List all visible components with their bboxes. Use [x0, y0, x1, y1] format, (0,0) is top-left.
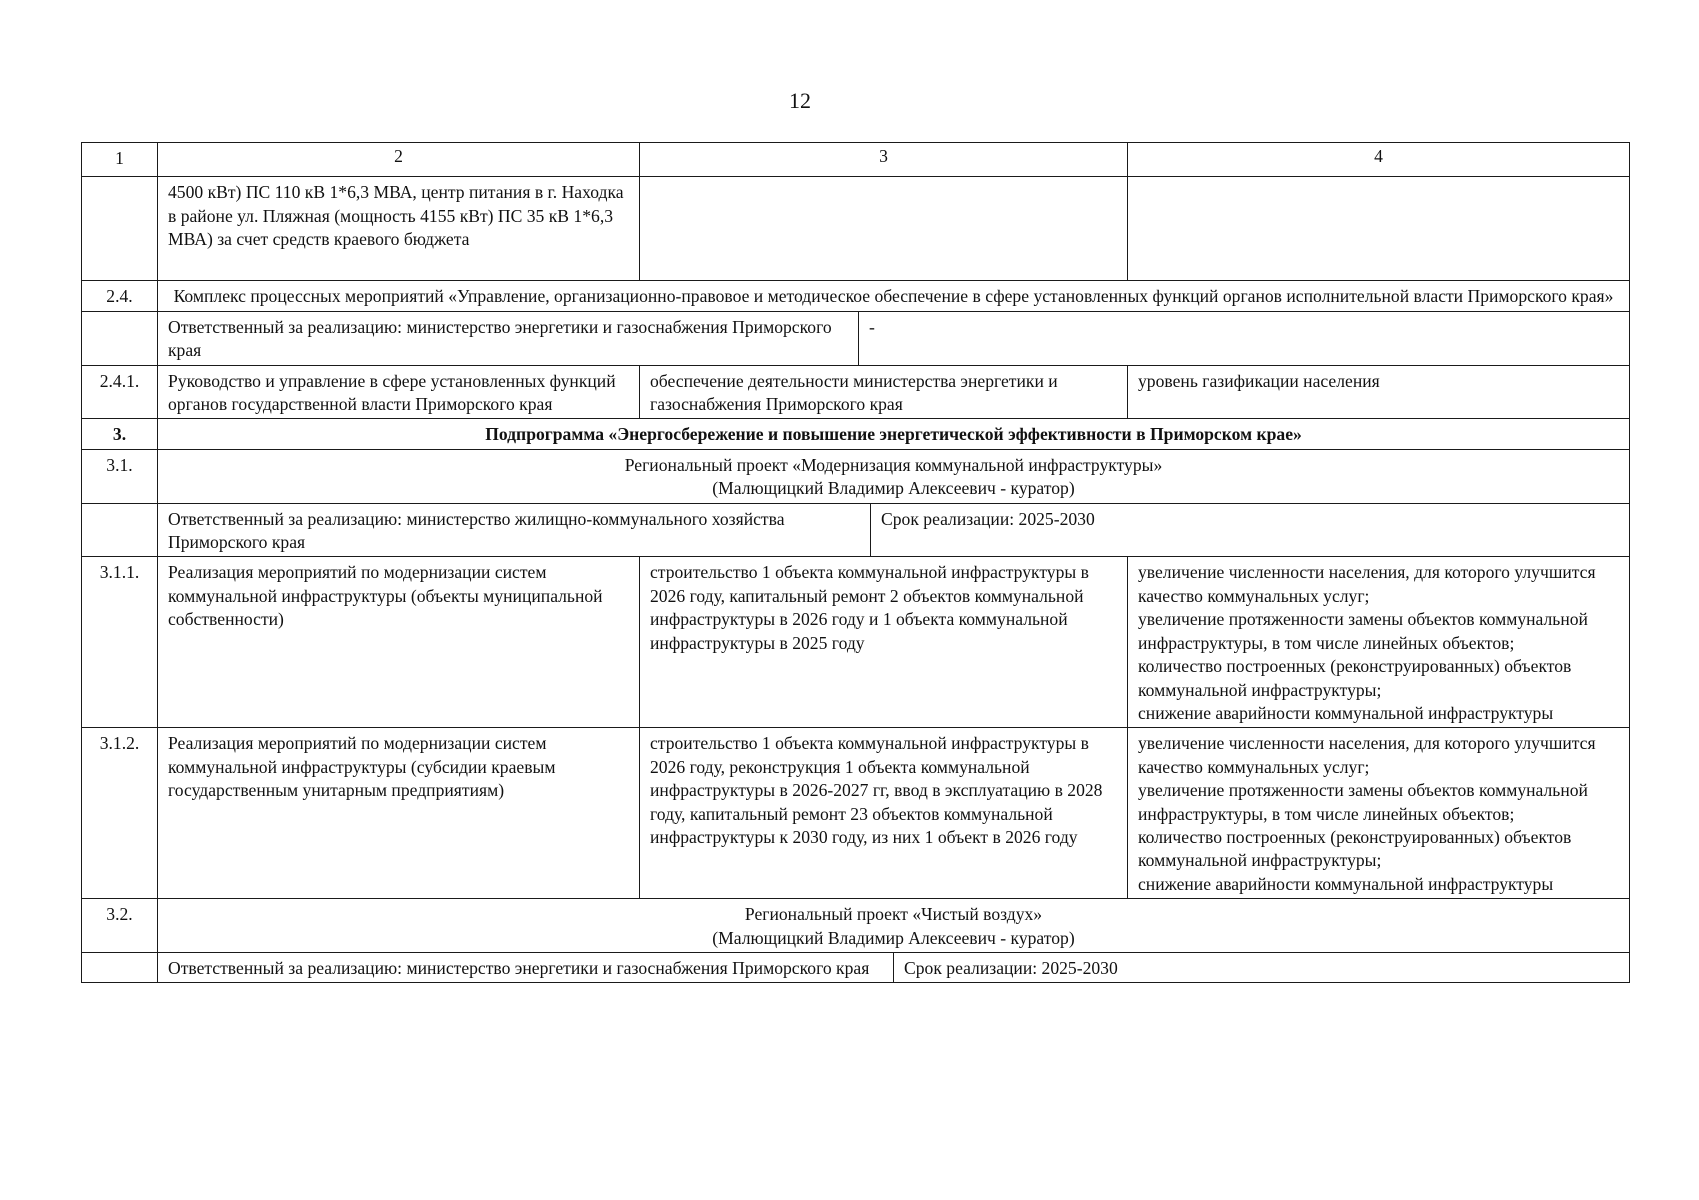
row-number: 2.4.1. — [82, 365, 158, 419]
responsible-text: Ответственный за реализацию: министерство энергетики и газоснабжения Приморского края — [168, 316, 832, 361]
responsible-row — [82, 503, 1630, 557]
responsible-text: Ответственный за реализацию: министерство энергетики и газоснабжения Приморского края — [168, 957, 870, 978]
section-title: Комплекс процессных мероприятий «Управление, организационно-правовое и методическое обеспечение в сфере установленных функций органов исполнительной власти Приморского края» — [158, 281, 1630, 311]
event-description: строительство 1 объекта коммунальной инфраструктуры в 2026 году, капитальный ремонт 2 объектов коммунальной инфраструктуры в 2026 году и 1 объекта коммунальной инфраструктуры в 2025 году — [640, 557, 1128, 728]
project-curator: (Малющицкий Владимир Алексеевич - куратор) — [712, 927, 1075, 948]
responsible-row — [82, 952, 1630, 982]
page-number: 12 — [789, 88, 811, 113]
event-description: обеспечение деятельности министерства энергетики и газоснабжения Приморского края — [640, 365, 1128, 419]
implementation-period: Срок реализации: 2025-2030 — [893, 953, 1629, 982]
event-name: Реализация мероприятий по модернизации систем коммунальной инфраструктуры (субсидии краевым государственным унитарным предприятиям) — [158, 728, 640, 899]
event-name: 4500 кВт) ПС 110 кВ 1*6,3 МВА, центр питания в г. Находка в районе ул. Пляжная (мощность 4155 кВт) ПС 35 кВ 1*6,3 МВА) за счет средств краевого бюджета — [158, 177, 640, 281]
row-number — [82, 177, 158, 281]
program-table — [81, 142, 1630, 983]
table-row — [82, 365, 1630, 419]
table-row — [82, 557, 1630, 728]
event-indicators: уровень газификации населения — [1128, 365, 1630, 419]
column-header-1: 1 — [82, 143, 158, 177]
project-curator: (Малющицкий Владимир Алексеевич - куратор) — [712, 478, 1075, 499]
column-header-3: 3 — [640, 143, 1128, 177]
responsible-cell — [158, 952, 1630, 982]
responsible-cell — [158, 311, 1630, 365]
row-number — [82, 503, 158, 557]
implementation-period: - — [858, 312, 1629, 365]
project-row — [82, 449, 1630, 503]
row-number: 3.2. — [82, 899, 158, 953]
row-number: 3.1.2. — [82, 728, 158, 899]
event-indicators: увеличение численности населения, для которого улучшится качество коммунальных услуг; увеличение протяженности замены объектов коммунальной инфраструктуры, в том числе линейных объектов; количество построенных (реконструированных) объектов коммунальной инфраструктуры; снижение аварийности коммунальной инфраструктуры — [1128, 728, 1630, 899]
row-number: 3.1. — [82, 449, 158, 503]
event-indicators: увеличение численности населения, для которого улучшится качество коммунальных услуг; увеличение протяженности замены объектов коммунальной инфраструктуры, в том числе линейных объектов; количество построенных (реконструированных) объектов коммунальной инфраструктуры; снижение аварийности коммунальной инфраструктуры — [1128, 557, 1630, 728]
table-header-row — [82, 143, 1630, 177]
event-name: Реализация мероприятий по модернизации систем коммунальной инфраструктуры (объекты муниципальной собственности) — [158, 557, 640, 728]
row-number: 3. — [82, 419, 158, 449]
event-name: Руководство и управление в сфере установленных функций органов государственной власти Приморского края — [158, 365, 640, 419]
column-header-2: 2 — [158, 143, 640, 177]
event-indicators — [1128, 177, 1630, 281]
responsible-text: Ответственный за реализацию: министерство жилищно-коммунального хозяйства Приморского края — [168, 508, 785, 553]
project-title: Региональный проект «Чистый воздух» — [744, 904, 1043, 925]
implementation-period: Срок реализации: 2025-2030 — [870, 504, 1629, 557]
section-row — [82, 281, 1630, 311]
responsible-cell — [158, 503, 1630, 557]
column-header-4: 4 — [1128, 143, 1630, 177]
row-number: 3.1.1. — [82, 557, 158, 728]
project-title-cell — [158, 899, 1630, 953]
project-title: Региональный проект «Модернизация коммунальной инфраструктуры» — [624, 454, 1163, 475]
row-number — [82, 952, 158, 982]
row-number: 2.4. — [82, 281, 158, 311]
subprogram-row — [82, 419, 1630, 449]
subprogram-title: Подпрограмма «Энергосбережение и повышение энергетической эффективности в Приморском крае» — [158, 419, 1630, 449]
event-description — [640, 177, 1128, 281]
table-row — [82, 177, 1630, 281]
event-description: строительство 1 объекта коммунальной инфраструктуры в 2026 году, реконструкция 1 объекта коммунальной инфраструктуры в 2026-2027 гг, ввод в эксплуатацию в 2028 году, капитальный ремонт 23 объектов коммунальной инфраструктуры к 2030 году, из них 1 объект в 2026 году — [640, 728, 1128, 899]
row-number — [82, 311, 158, 365]
table-row — [82, 728, 1630, 899]
responsible-row — [82, 311, 1630, 365]
project-title-cell — [158, 449, 1630, 503]
project-row — [82, 899, 1630, 953]
